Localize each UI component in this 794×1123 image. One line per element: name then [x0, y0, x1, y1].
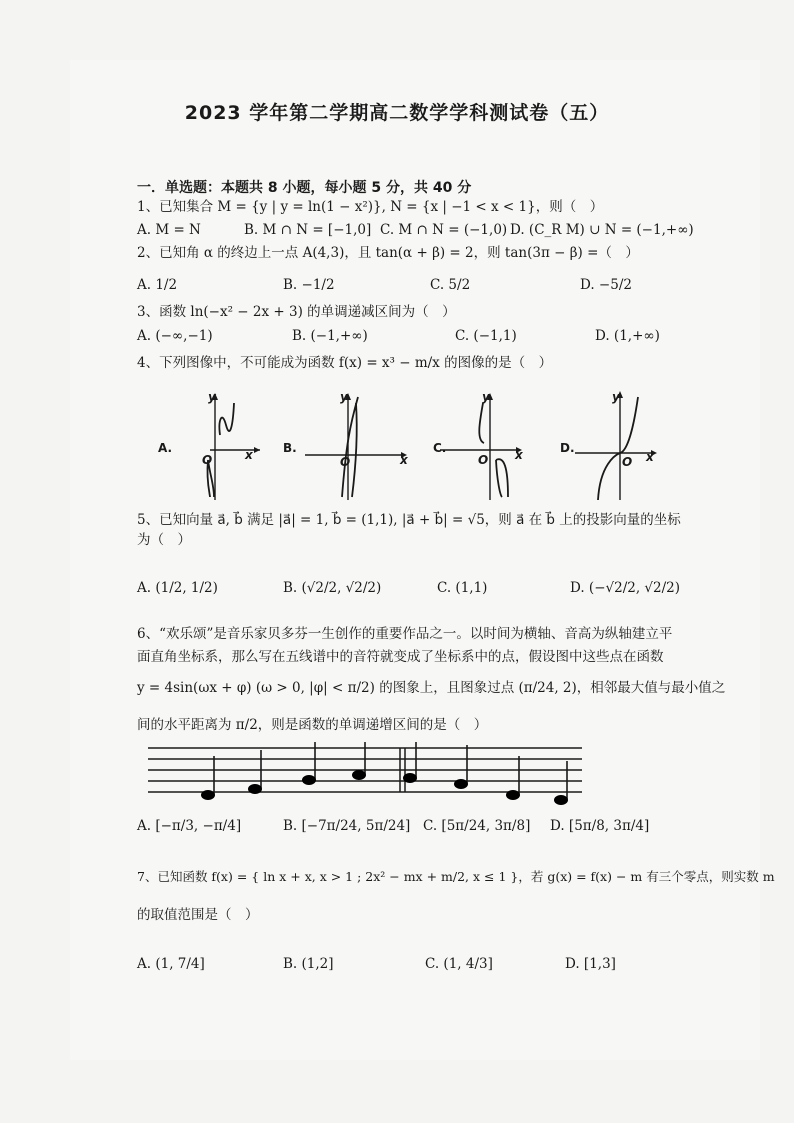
question-1-option-c[interactable]: C. M ∩ N = (−1,0)	[380, 222, 508, 238]
graph-c-label: C.	[433, 441, 447, 455]
question-3-option-a[interactable]: A. (−∞,−1)	[137, 328, 213, 344]
question-3-option-d[interactable]: D. (1,+∞)	[595, 328, 660, 344]
question-7-stem-line1: 7、已知函数 f(x) = { ln x + x, x > 1 ; 2x² − mx + m/2, x ≤ 1 }，若 g(x) = f(x) − m 有三个零点，则实数 m	[137, 869, 775, 884]
section-heading: 一．单选题：本题共 8 小题，每小题 5 分，共 40 分	[137, 180, 472, 196]
graph-a-label: A.	[158, 441, 173, 455]
graph-d-origin: O	[622, 455, 633, 469]
page-title: 2023 学年第二学期高二数学学科测试卷（五）	[184, 102, 610, 124]
question-7-option-c[interactable]: C. (1, 4/3]	[425, 956, 493, 972]
graph-d-label: D.	[560, 441, 575, 455]
question-6-stem-line1: 6、“欢乐颂”是音乐家贝多芬一生创作的重要作品之一。以时间为横轴、音高为纵轴建立平	[137, 626, 673, 642]
question-6-stem-line4: 间的水平距离为 π/2，则是函数的单调递增区间的是（ ）	[137, 717, 488, 733]
question-6-stem-line2: 面直角坐标系，那么写在五线谱中的音符就变成了坐标系中的点，假设图中这些点在函数	[137, 649, 664, 665]
graph-a-x-label: x	[245, 448, 253, 462]
question-6-option-a[interactable]: A. [−π/3, −π/4]	[137, 818, 242, 834]
question-2-option-a[interactable]: A. 1/2	[137, 277, 178, 293]
question-6-option-c[interactable]: C. [5π/24, 3π/8]	[423, 818, 531, 834]
question-3-stem: 3、函数 ln(−x² − 2x + 3) 的单调递减区间为（ ）	[137, 304, 456, 320]
graph-a[interactable]	[207, 393, 260, 500]
graph-c-origin: O	[478, 453, 489, 467]
question-2-stem: 2、已知角 α 的终边上一点 A(4,3)，且 tan(α + β) = 2，则 tan(3π − β) =（ ）	[137, 245, 639, 261]
graph-b[interactable]	[305, 393, 407, 500]
graph-c-x-label: x	[515, 448, 523, 462]
question-1-option-b[interactable]: B. M ∩ N = [−1,0]	[244, 222, 372, 238]
question-2-option-b[interactable]: B. −1/2	[283, 277, 335, 293]
question-2-option-d[interactable]: D. −5/2	[580, 277, 632, 293]
question-4-stem: 4、下列图像中，不可能成为函数 f(x) = x³ − m/x 的图像的是（ ）	[137, 355, 553, 371]
question-2-option-c[interactable]: C. 5/2	[430, 277, 471, 293]
graph-a-y-label: y	[208, 390, 216, 404]
graph-c-y-label: y	[482, 390, 490, 404]
graph-c[interactable]	[440, 393, 522, 500]
question-1-stem: 1、已知集合 M = {y | y = ln(1 − x²)}, N = {x | −1 < x < 1}，则（ ）	[137, 199, 604, 215]
question-5-option-b[interactable]: B. (√2/2, √2/2)	[283, 580, 382, 596]
question-1-option-d[interactable]: D. (C_R M) ∪ N = (−1,+∞)	[510, 222, 694, 238]
graph-a-origin: O	[202, 453, 213, 467]
question-5-option-a[interactable]: A. (1/2, 1/2)	[137, 580, 218, 596]
question-6-option-b[interactable]: B. [−7π/24, 5π/24]	[283, 818, 411, 834]
graph-d[interactable]	[575, 391, 657, 500]
question-7-option-b[interactable]: B. (1,2]	[283, 956, 334, 972]
graph-b-origin: O	[340, 455, 351, 469]
question-7-stem-line2: 的取值范围是（ ）	[137, 907, 259, 923]
question-7-option-d[interactable]: D. [1,3]	[565, 956, 616, 972]
question-6-stem-line3: y = 4sin(ωx + φ) (ω > 0, |φ| < π/2) 的图象上，且图象过点 (π/24, 2)，相邻最大值与最小值之	[137, 680, 726, 696]
graph-d-x-label: x	[646, 450, 654, 464]
music-staff	[148, 742, 582, 810]
graph-b-label: B.	[283, 441, 297, 455]
question-5-stem-line2: 为（ ）	[137, 532, 191, 548]
graph-b-y-label: y	[340, 390, 348, 404]
question-3-option-b[interactable]: B. (−1,+∞)	[292, 328, 368, 344]
question-5-option-c[interactable]: C. (1,1)	[437, 580, 488, 596]
question-1-option-a[interactable]: A. M = N	[137, 222, 201, 238]
question-5-option-d[interactable]: D. (−√2/2, √2/2)	[570, 580, 681, 596]
graph-d-y-label: y	[612, 390, 620, 404]
question-5-stem-line1: 5、已知向量 a⃗, b⃗ 满足 |a⃗| = 1, b⃗ = (1,1), |a⃗ + b⃗| = √5，则 a⃗ 在 b⃗ 上的投影向量的坐标	[137, 512, 681, 528]
question-7-option-a[interactable]: A. (1, 7/4]	[137, 956, 205, 972]
question-4-graphs	[150, 385, 660, 505]
music-notes	[201, 742, 568, 805]
graph-b-x-label: x	[400, 453, 408, 467]
question-3-option-c[interactable]: C. (−1,1)	[455, 328, 517, 344]
question-6-option-d[interactable]: D. [5π/8, 3π/4]	[550, 818, 650, 834]
